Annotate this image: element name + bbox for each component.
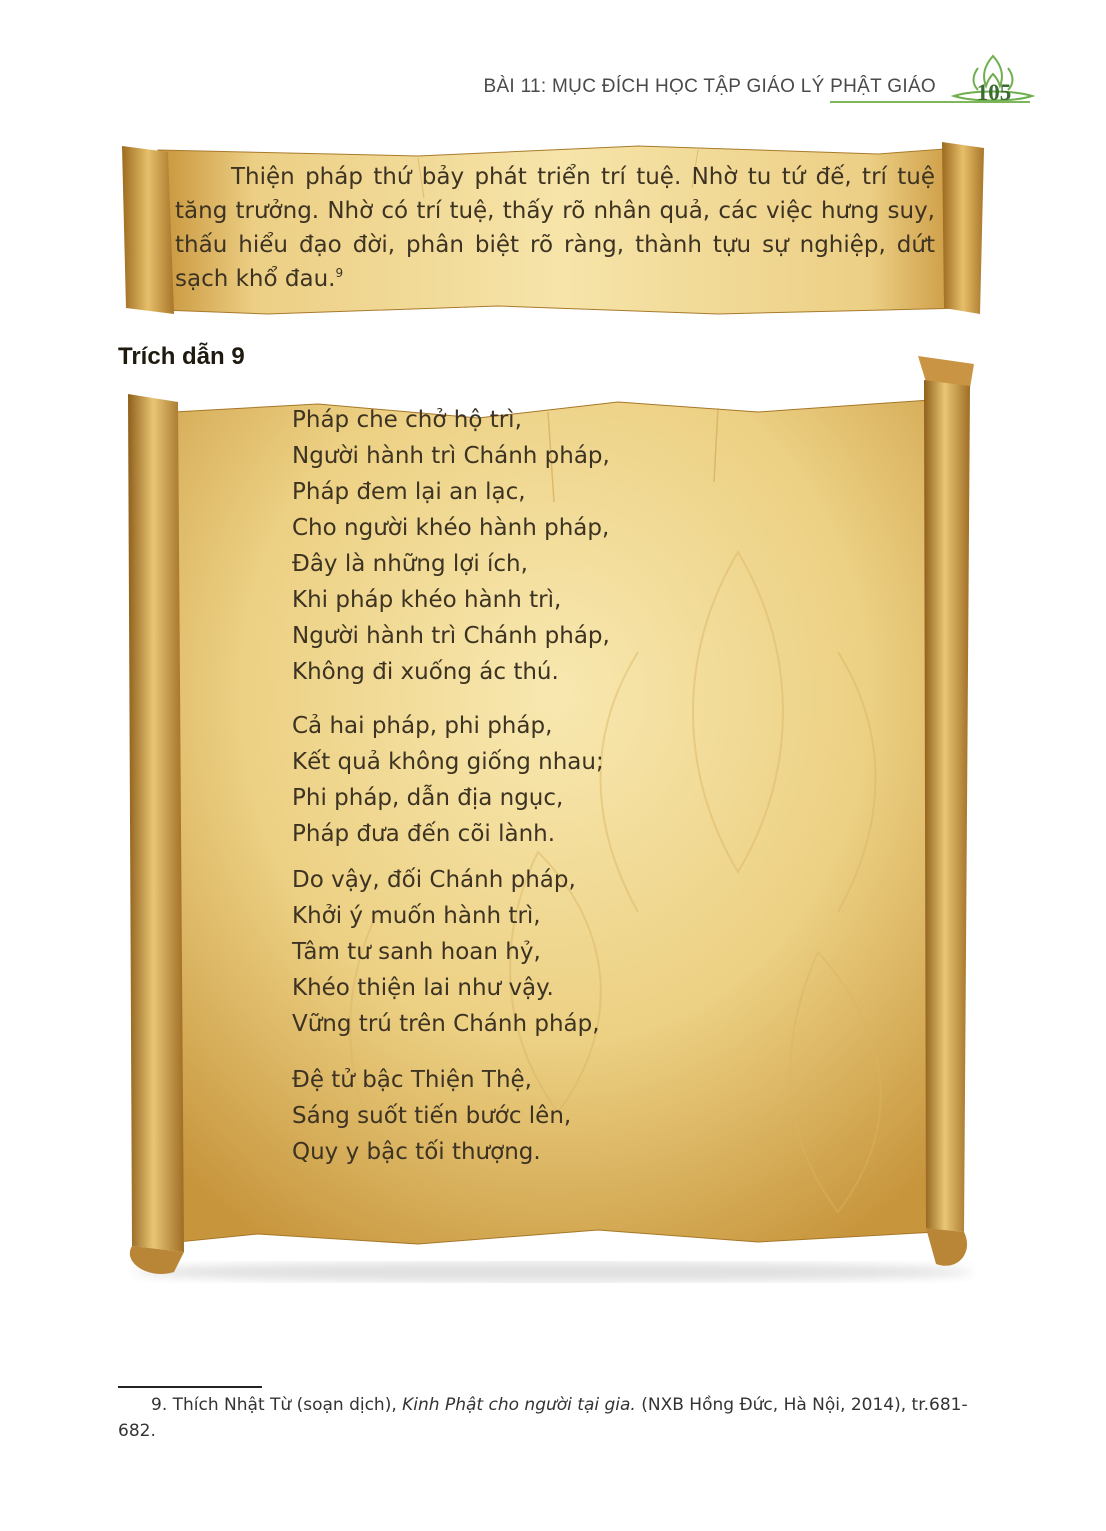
chapter-title: BÀI 11: MỤC ĐÍCH HỌC TẬP GIÁO LÝ PHẬT GIÁO (483, 76, 936, 97)
poem-scroll (118, 352, 988, 1287)
poem-line: Cả hai pháp, phi pháp, (292, 713, 553, 739)
poem-line: Cho người khéo hành pháp, (292, 515, 610, 541)
footnote-details: (NXB Hồng Đức, Hà Nội, 2014), tr.681-682. (118, 1395, 968, 1441)
footnote-number: 9. (151, 1395, 168, 1415)
page-header (0, 0, 1106, 120)
poem (292, 402, 852, 1188)
poem-stanza (292, 708, 852, 852)
poem-line: Đây là những lợi ích, (292, 551, 528, 577)
page-number: 105 (976, 80, 1012, 105)
poem-line: Đệ tử bậc Thiện Thệ, (292, 1067, 532, 1093)
poem-line: Người hành trì Chánh pháp, (292, 443, 610, 469)
footnote-book-title: Kinh Phật cho người tại gia. (402, 1395, 636, 1415)
poem-line: Người hành trì Chánh pháp, (292, 623, 610, 649)
poem-line: Pháp đưa đến cõi lành. (292, 821, 556, 847)
poem-line: Pháp che chở hộ trì, (292, 407, 522, 433)
poem-line: Khéo thiện lai như vậy. (292, 975, 554, 1001)
footnote-reference[interactable]: 9 (335, 266, 344, 280)
intro-text: Thiện pháp thứ bảy phát triển trí tuệ. Nhờ tu tứ đế, trí tuệ tăng trưởng. Nhờ có trí tuệ, thấy rõ nhân quả, các việc hưng suy, thấu hiểu đạo đời, phân biệt rõ ràng, thành tựu sự nghiệp, dứt sạch khổ đau. (175, 164, 935, 292)
poem-line: Khi pháp khéo hành trì, (292, 587, 562, 613)
intro-scroll (118, 138, 990, 320)
footnote (118, 1392, 993, 1444)
poem-line: Quy y bậc tối thượng. (292, 1139, 541, 1165)
poem-line: Không đi xuống ác thú. (292, 659, 559, 685)
intro-paragraph (175, 160, 935, 296)
section-title: Trích dẫn 9 (118, 343, 245, 370)
poem-line: Khởi ý muốn hành trì, (292, 903, 541, 929)
poem-stanza (292, 1062, 852, 1170)
poem-line: Sáng suốt tiến bước lên, (292, 1103, 572, 1129)
poem-line: Kết quả không giống nhau; (292, 749, 604, 775)
poem-line: Pháp đem lại an lạc, (292, 479, 526, 505)
poem-stanza (292, 862, 852, 1042)
poem-line: Phi pháp, dẫn địa ngục, (292, 785, 564, 811)
footnote-rule (118, 1386, 262, 1388)
footnote-author: Thích Nhật Từ (soạn dịch), (172, 1395, 397, 1415)
poem-line: Do vậy, đối Chánh pháp, (292, 867, 576, 893)
poem-line: Vững trú trên Chánh pháp, (292, 1011, 600, 1037)
poem-stanza (292, 402, 852, 690)
poem-line: Tâm tư sanh hoan hỷ, (292, 939, 541, 965)
